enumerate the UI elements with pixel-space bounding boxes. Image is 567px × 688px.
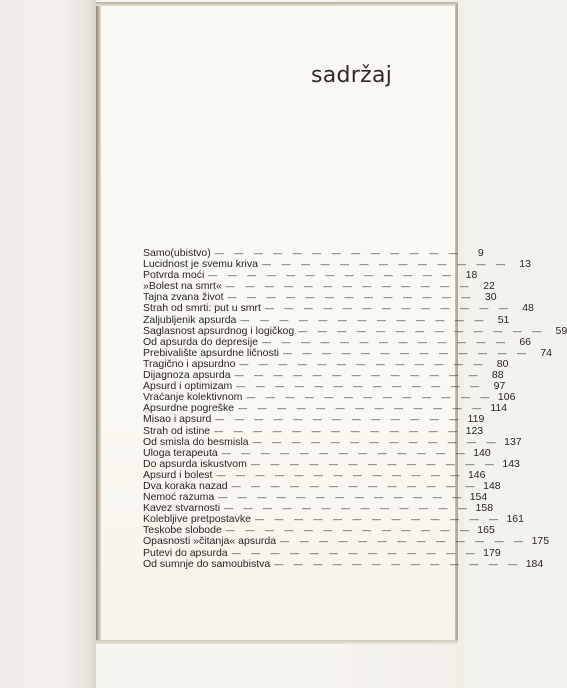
- toc-entry-page-number: 66: [519, 335, 532, 348]
- toc-entry-title: Uloga terapeuta: [143, 446, 218, 459]
- toc-entry-title: Saglasnost apsurdnog i logičkog: [143, 324, 295, 337]
- toc-entry-title: Od smisla do besmisla: [143, 435, 249, 448]
- toc-entry-title: Od sumnje do samoubistva: [143, 557, 271, 570]
- toc-entry-page-number: 123: [465, 424, 484, 437]
- toc-entry-title: Do apsurda iskustvom: [143, 457, 247, 470]
- toc-dash-leader: — — — — — — — — — — — — —: [234, 370, 482, 381]
- toc-dash-leader: — — — — — — — — — — — — —: [227, 292, 475, 303]
- toc-entry: [143, 413, 485, 426]
- toc-entry-title: Zaljubljenik apsurda: [143, 313, 237, 326]
- toc-entry-page-number: 88: [491, 369, 504, 382]
- toc-entry-page-number: 119: [467, 413, 485, 426]
- toc-dash-leader: — — — — — — — — — — — — —: [254, 514, 502, 525]
- toc-entry-page-number: 106: [497, 391, 516, 404]
- toc-entry-title: Od apsurda do depresije: [143, 335, 258, 348]
- toc-entry-page-number: 165: [477, 524, 495, 537]
- toc-dash-leader: — — — — — — — — — — — — —: [216, 469, 464, 480]
- bottom-page-edge: [96, 640, 458, 644]
- toc-entry-page-number: 175: [531, 535, 550, 548]
- toc-dash-leader: — — — — — — — — — — — — —: [240, 314, 488, 325]
- toc-dash-leader: — — — — — — — — — — — — —: [214, 425, 462, 436]
- toc-entry-page-number: 30: [484, 291, 497, 304]
- toc-entry-title: Lucidnost je svemu kriva: [143, 258, 258, 271]
- toc-entry-page-number: 143: [502, 457, 520, 470]
- toc-entry-title: Samo(ubistvo): [143, 247, 211, 259]
- toc-entry-title: Apsurd i optimizam: [143, 380, 233, 393]
- toc-entry-title: Teskobe slobode: [143, 524, 222, 537]
- toc-dash-leader: — — — — — — — — — — — — —: [224, 503, 472, 514]
- toc-dash-leader: — — — — — — — — — — — — —: [218, 492, 466, 503]
- toc-dash-leader: — — — — — — — — — — — — —: [225, 281, 473, 292]
- toc-entry-title: Apsurdne pogreške: [143, 402, 235, 415]
- page-title: sadržaj: [311, 63, 393, 88]
- toc-entry-title: Potvrda moći: [143, 269, 205, 282]
- toc-entry: [143, 535, 550, 548]
- toc-entry-title: Dva koraka nazad: [143, 479, 228, 492]
- toc-entry-title: Dijagnoza apsurda: [143, 369, 231, 382]
- toc-entry-title: Vraćanje kolektivnom: [143, 391, 243, 404]
- toc-entry-page-number: 148: [483, 479, 501, 492]
- toc-entry-page-number: 114: [490, 402, 508, 415]
- toc-entry-title: Putevi do apsurda: [143, 546, 228, 559]
- toc-entry-page-number: 137: [504, 435, 522, 448]
- toc-entry-page-number: 74: [540, 346, 553, 359]
- toc-dash-leader: — — — — — — — — — — — — —: [215, 414, 463, 425]
- toc-entry-page-number: 59: [555, 324, 567, 337]
- toc-dash-leader: — — — — — — — — — — — — —: [274, 558, 522, 569]
- toc-entry-page-number: 158: [475, 502, 494, 515]
- toc-dash-leader: — — — — — — — — — — — — —: [264, 303, 512, 314]
- toc-entry: [143, 546, 501, 559]
- table-of-contents: [143, 247, 567, 570]
- toc-dash-leader: — — — — — — — — — — — — —: [250, 458, 498, 469]
- toc-dash-leader: — — — — — — — — — — — — —: [231, 547, 479, 558]
- toc-entry-page-number: 22: [483, 280, 495, 293]
- toc-dash-leader: — — — — — — — — — — — — —: [214, 248, 462, 258]
- toc-dash-leader: — — — — — — — — — — — — —: [261, 259, 509, 270]
- toc-entry-title: Kavez stvarnosti: [143, 502, 221, 515]
- toc-entry-page-number: 9: [477, 247, 484, 259]
- toc-entry-title: Prebivalište apsurdne ličnosti: [143, 346, 279, 359]
- toc-entry: [143, 302, 534, 315]
- toc-entry-page-number: 184: [525, 557, 544, 570]
- toc-entry-title: Misao i apsurd: [143, 413, 212, 426]
- toc-dash-leader: — — — — — — — — — — — — —: [262, 336, 510, 347]
- toc-entry-title: Nemoć razuma: [143, 491, 215, 504]
- toc-entry: [143, 313, 510, 326]
- toc-entry-title: Opasnosti »čitanja« apsurda: [143, 535, 277, 548]
- toc-dash-leader: — — — — — — — — — — — — —: [239, 358, 487, 369]
- toc-entry-page-number: 13: [519, 258, 531, 271]
- toc-entry-page-number: 140: [473, 446, 491, 459]
- toc-dash-leader: — — — — — — — — — — — — —: [298, 325, 546, 336]
- toc-entry-page-number: 161: [506, 513, 524, 526]
- toc-entry-page-number: 154: [469, 491, 488, 504]
- toc-dash-leader: — — — — — — — — — — — — —: [246, 392, 494, 403]
- toc-entry-page-number: 179: [483, 546, 501, 559]
- left-page: [0, 0, 96, 688]
- toc-entry-title: Kolebljive pretpostavke: [143, 513, 251, 526]
- toc-entry-title: Tragično i apsurdno: [143, 357, 236, 370]
- toc-entry-title: Tajna zvana život: [143, 291, 224, 304]
- toc-dash-leader: — — — — — — — — — — — — —: [231, 480, 479, 491]
- toc-dash-leader: — — — — — — — — — — — — —: [283, 347, 531, 358]
- toc-entry-page-number: 48: [522, 302, 534, 315]
- toc-dash-leader: — — — — — — — — — — — — —: [221, 447, 469, 458]
- toc-dash-leader: — — — — — — — — — — — — —: [280, 536, 528, 547]
- toc-entry-page-number: 146: [467, 468, 486, 481]
- toc-entry-title: Strah od smrti: put u smrt: [143, 302, 261, 315]
- toc-dash-leader: — — — — — — — — — — — — —: [236, 381, 484, 392]
- toc-entry-page-number: 80: [496, 357, 509, 370]
- toc-entry: [143, 557, 544, 570]
- toc-dash-leader: — — — — — — — — — — — — —: [252, 436, 500, 447]
- toc-entry-page-number: 97: [493, 380, 506, 393]
- toc-entry-page-number: 18: [465, 269, 478, 282]
- toc-dash-leader: — — — — — — — — — — — — —: [208, 270, 456, 281]
- toc-entry-title: Strah od istine: [143, 424, 211, 437]
- toc-entry-page-number: 51: [497, 313, 510, 326]
- toc-entry-title: Apsurd i bolest: [143, 468, 213, 481]
- toc-entry-title: »Bolest na smrt«: [143, 280, 222, 293]
- toc-entry: [143, 424, 484, 437]
- toc-dash-leader: — — — — — — — — — — — — —: [238, 403, 486, 414]
- toc-dash-leader: — — — — — — — — — — — — —: [225, 525, 473, 536]
